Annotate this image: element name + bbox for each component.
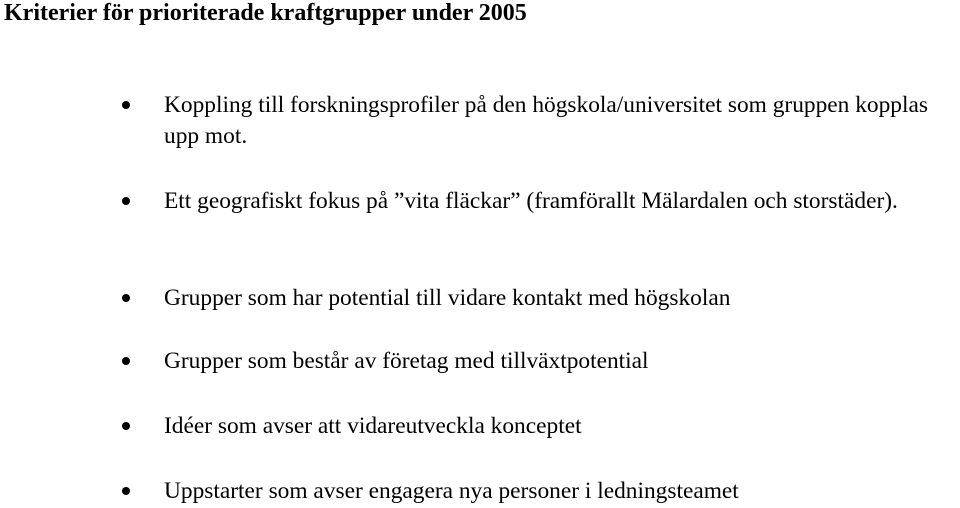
bullet-icon [122, 101, 130, 109]
bullet-icon [122, 422, 130, 430]
list-item-text: Ett geografiskt fokus på ”vita fläckar” (framförallt Mälardalen och storstäder). [164, 188, 898, 214]
list-item [164, 411, 944, 442]
list-item-text: Uppstarter som avser engagera nya personer i ledningsteamet [164, 478, 739, 504]
bullet-icon [122, 357, 130, 365]
list-item [164, 186, 944, 217]
list-item-text: Koppling till forskningsprofiler på den högskola/universitet som gruppen kopplas upp mot. [164, 92, 928, 149]
list-item [164, 283, 944, 314]
list-item-text: Grupper som har potential till vidare kontakt med högskolan [164, 285, 731, 311]
list-item [164, 346, 944, 377]
list-item-text: Grupper som består av företag med tillväxtpotential [164, 348, 649, 374]
bullet-icon [122, 487, 130, 495]
bullet-icon [122, 294, 130, 302]
list-item [164, 90, 944, 152]
list-item-text: Idéer som avser att vidareutveckla konceptet [164, 413, 582, 439]
list-item [164, 476, 944, 507]
page-title: Kriterier för prioriterade kraftgrupper under 2005 [4, 0, 527, 26]
bullet-icon [122, 197, 130, 205]
